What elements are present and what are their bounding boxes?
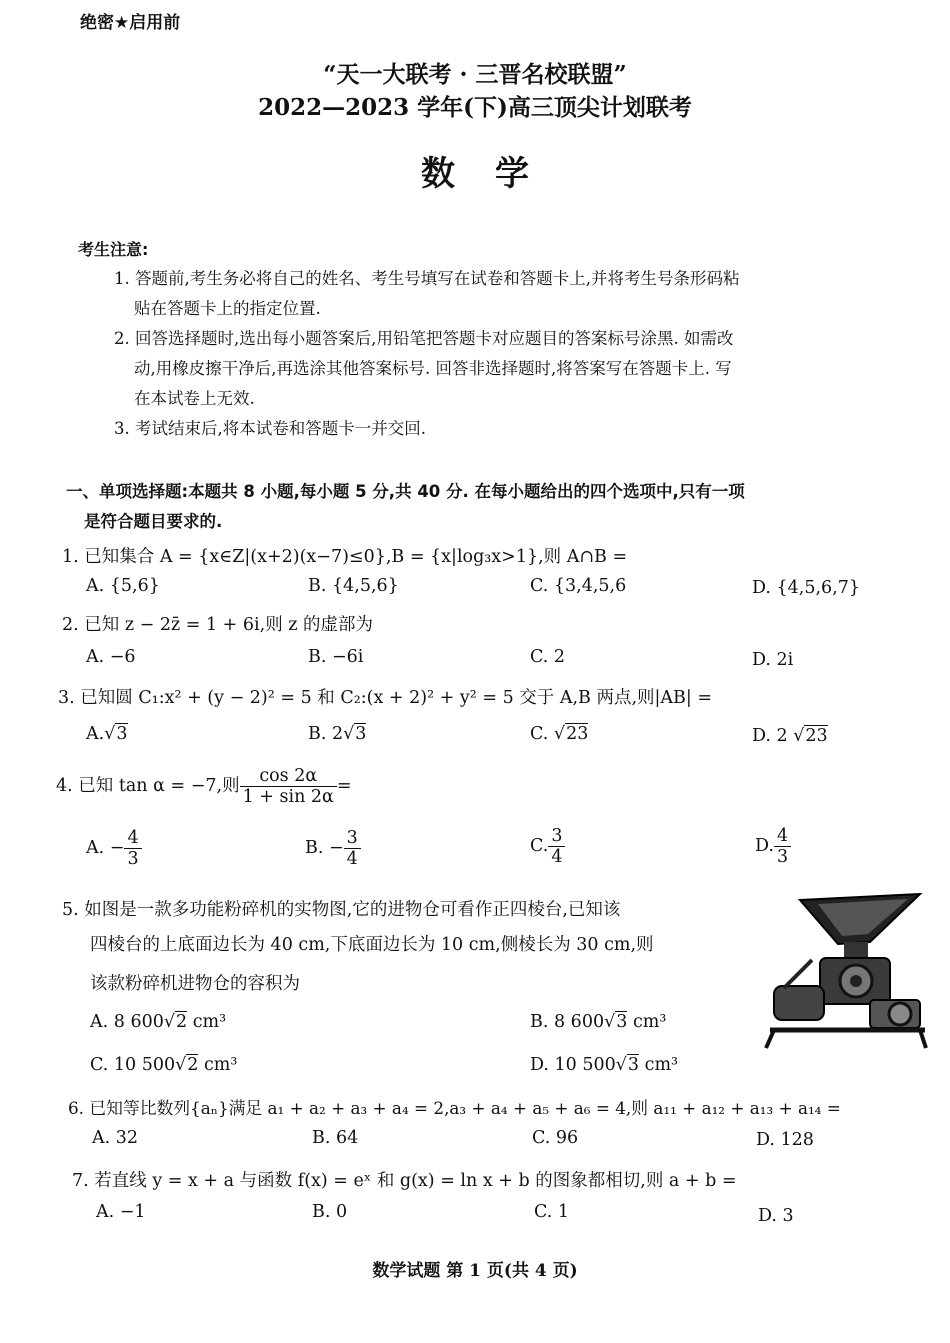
- q2-option-b: B. −6i: [308, 647, 364, 667]
- q4-option-d-label: D.: [755, 836, 774, 857]
- crusher-machine-image: [760, 890, 930, 1050]
- subject-title: 数学: [421, 154, 569, 194]
- q5-option-b-root: 3: [616, 1012, 628, 1032]
- q4-option-d-num: 4: [774, 826, 791, 847]
- q3-option-a: A.√3: [86, 724, 128, 744]
- q3-option-d-label: D. 2: [752, 726, 788, 746]
- q1-option-d: D. {4,5,6,7}: [752, 578, 861, 598]
- question-1-stem: 1. 已知集合 A = {x∈Z|(x+2)(x−7)≤0},B = {x|log₃x>1},则 A∩B =: [62, 547, 628, 567]
- q5-option-d-label: D. 10 500: [530, 1055, 616, 1075]
- notice-item-2-cont: 动,用橡皮擦干净后,再选涂其他答案标号. 回答非选择题时,将答案写在答题卡上. 写: [134, 359, 732, 378]
- notice-item-2: 2. 回答选择题时,选出每小题答案后,用铅笔把答题卡对应题目的答案标号涂黑. 如需改: [114, 329, 734, 348]
- notice-item-1-cont: 贴在答题卡上的指定位置.: [134, 299, 321, 318]
- q7-option-a: A. −1: [96, 1202, 146, 1222]
- q1-option-c: C. {3,4,5,6: [530, 576, 627, 596]
- q4-stem-suffix: =: [336, 776, 352, 797]
- q3-option-d: D. 2 √23: [752, 726, 828, 746]
- q4-option-c-label: C.: [530, 836, 549, 857]
- q5-option-b-label: B. 8 600: [530, 1012, 605, 1032]
- q5-option-a-root: 2: [176, 1012, 188, 1032]
- q5-option-c-root: 2: [187, 1055, 199, 1075]
- section-heading-cont: 是符合题目要求的.: [84, 512, 223, 531]
- exam-title-line1: “天一大联考 · 三晋名校联盟”: [323, 61, 627, 88]
- question-4-stem: [56, 766, 352, 807]
- q4-option-b-num: 3: [344, 828, 361, 849]
- q4-fraction-num: cos 2α: [240, 766, 337, 787]
- q5-option-a-unit: cm³: [192, 1012, 227, 1032]
- q7-option-b: B. 0: [312, 1202, 348, 1222]
- q4-option-b-frac: [344, 828, 361, 869]
- q7-option-c: C. 1: [534, 1202, 570, 1222]
- q4-fraction-den: 1 + sin 2α: [242, 787, 334, 808]
- q5-option-b: B. 8 600√3 cm³: [530, 1012, 667, 1032]
- q4-option-a: [86, 828, 142, 869]
- q4-option-c-num: 3: [548, 826, 565, 847]
- q4-option-c: [530, 826, 565, 867]
- q3-option-b: B. 2√3: [308, 724, 367, 744]
- question-6-stem: 6. 已知等比数列{aₙ}满足 a₁ + a₂ + a₃ + a₄ = 2,a₃ + a₄ + a₅ + a₆ = 4,则 a₁₁ + a₁₂ + a₁₃ + a₁₄ =: [68, 1098, 841, 1118]
- q4-option-a-den: 3: [127, 849, 139, 870]
- q3-option-b-root: 3: [355, 724, 367, 744]
- q4-option-d: [755, 826, 791, 867]
- q6-option-a: A. 32: [92, 1128, 139, 1148]
- q4-option-a-label: A. −: [86, 838, 125, 859]
- q5-option-d-root: 3: [627, 1055, 640, 1075]
- q5-option-c-label: C. 10 500: [90, 1055, 176, 1075]
- q5-option-d-unit: cm³: [644, 1055, 679, 1075]
- question-5-stem-cont2: 该款粉碎机进物仓的容积为: [90, 974, 300, 994]
- q3-option-c-root: 23: [566, 724, 589, 744]
- question-5-stem: 5. 如图是一款多功能粉碎机的实物图,它的进物仓可看作正四棱台,已知该: [62, 900, 621, 920]
- q1-option-a: A. {5,6}: [86, 576, 160, 596]
- q2-option-c: C. 2: [530, 647, 566, 667]
- q4-option-a-frac: [124, 828, 141, 869]
- q4-option-b-label: B. −: [305, 838, 344, 859]
- q3-option-a-root: 3: [116, 724, 128, 744]
- page-footer: 数学试题 第 1 页(共 4 页): [372, 1261, 578, 1281]
- question-3-stem: 3. 已知圆 C₁:x² + (y − 2)² = 5 和 C₂:(x + 2)² + y² = 5 交于 A,B 两点,则|AB| =: [58, 688, 713, 708]
- q5-option-c-unit: cm³: [204, 1055, 238, 1075]
- notice-item-3: 3. 考试结束后,将本试卷和答题卡一并交回.: [114, 419, 426, 438]
- q4-option-c-den: 4: [551, 847, 563, 868]
- q4-option-b: [305, 828, 361, 869]
- q5-option-d: D. 10 500√3 cm³: [530, 1055, 679, 1075]
- q3-option-a-label: A.: [86, 724, 105, 744]
- exam-title-line2: 2022—2023 学年(下)高三顶尖计划联考: [258, 94, 692, 121]
- notice-title: 考生注意:: [78, 240, 149, 259]
- q3-option-b-label: B. 2: [308, 724, 344, 744]
- q5-option-c: C. 10 500√2 cm³: [90, 1055, 238, 1075]
- q5-option-b-unit: cm³: [632, 1012, 667, 1032]
- q6-option-c: C. 96: [532, 1128, 579, 1148]
- q6-option-d: D. 128: [756, 1130, 814, 1150]
- q5-option-a-label: A. 8 600: [90, 1012, 164, 1032]
- notice-item-1: 1. 答题前,考生务必将自己的姓名、考生号填写在试卷和答题卡上,并将考生号条形码粘: [114, 269, 740, 288]
- q4-stem-prefix: 4. 已知 tan α = −7,则: [56, 776, 240, 797]
- q1-option-b: B. {4,5,6}: [308, 576, 399, 596]
- q3-option-c: C. √23: [530, 724, 589, 744]
- question-2-stem: 2. 已知 z − 2z̄ = 1 + 6i,则 z 的虚部为: [62, 615, 374, 635]
- q2-option-a: A. −6: [86, 647, 136, 667]
- q4-fraction: [240, 766, 337, 807]
- notice-item-2-cont2: 在本试卷上无效.: [134, 389, 255, 408]
- q3-option-d-root: 23: [805, 726, 828, 746]
- q4-option-c-frac: [548, 826, 565, 867]
- question-7-stem: 7. 若直线 y = x + a 与函数 f(x) = eˣ 和 g(x) = ln x + b 的图象都相切,则 a + b =: [72, 1171, 737, 1191]
- q2-option-d: D. 2i: [752, 650, 794, 670]
- section-heading: 一、单项选择题:本题共 8 小题,每小题 5 分,共 40 分. 在每小题给出的四个选项中,只有一项: [66, 482, 745, 501]
- q5-option-a: A. 8 600√2 cm³: [90, 1012, 227, 1032]
- q4-option-a-num: 4: [124, 828, 141, 849]
- q3-option-c-label: C.: [530, 724, 549, 744]
- q7-option-d: D. 3: [758, 1206, 794, 1226]
- q4-option-b-den: 4: [346, 849, 358, 870]
- q4-option-d-frac: [774, 826, 791, 867]
- question-5-stem-cont: 四棱台的上底面边长为 40 cm,下底面边长为 10 cm,侧棱长为 30 cm,则: [90, 935, 654, 955]
- q6-option-b: B. 64: [312, 1128, 359, 1148]
- secret-mark: 绝密★启用前: [80, 13, 181, 33]
- q4-option-d-den: 3: [776, 847, 789, 868]
